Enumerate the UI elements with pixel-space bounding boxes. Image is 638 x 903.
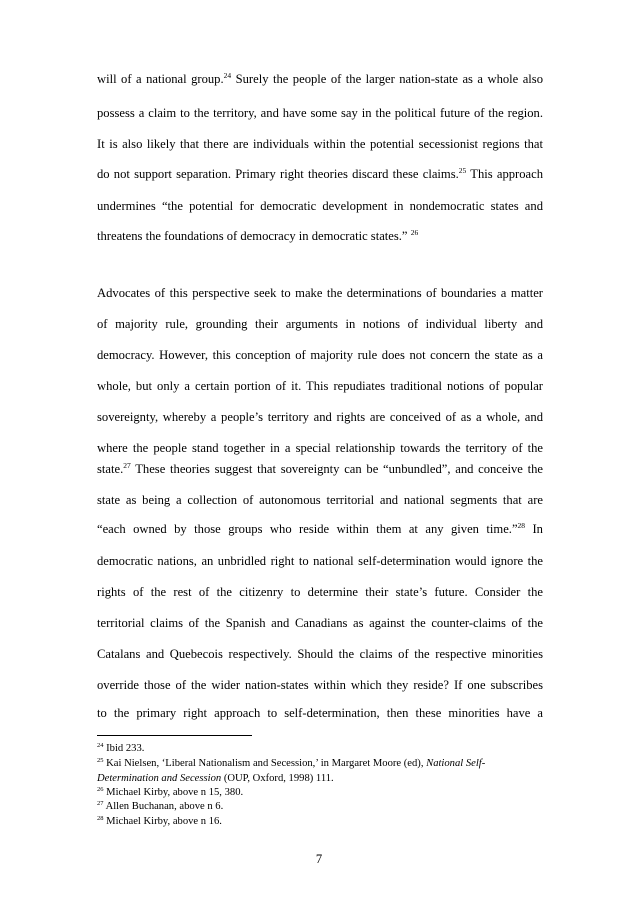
- text-line: [97, 228, 543, 244]
- text-line: [97, 461, 543, 477]
- footnote-number: 24: [97, 742, 104, 749]
- footnote-27: [97, 800, 543, 813]
- text-line: [97, 71, 543, 87]
- footnote-title: National Self-: [426, 758, 486, 769]
- text-line: [97, 521, 543, 537]
- footnote-ref: 28: [517, 521, 526, 530]
- text-run: threatens the foundations of democracy in democratic states.”: [97, 229, 411, 243]
- footnote-28: [97, 815, 543, 828]
- footnote-ref: 24: [223, 71, 232, 80]
- footnote-number: 26: [97, 786, 104, 793]
- footnote-ref: 27: [123, 461, 131, 470]
- footnote-title: Determination and Secession: [97, 773, 222, 784]
- text-line: democratic nations, an unbridled right to national self-determination would ignore the: [97, 554, 543, 568]
- text-run: “each owned by those groups who reside within them at any given time.”: [97, 522, 518, 536]
- footnote-number: 28: [97, 815, 104, 822]
- footnote-number: 27: [97, 800, 104, 807]
- footnote-ref: 26: [410, 228, 419, 237]
- footnote-text: (OUP, Oxford, 1998) 111.: [221, 773, 334, 784]
- text-run: do not support separation. Primary right theories discard these claims.: [97, 167, 459, 181]
- footnote-divider: [97, 735, 252, 736]
- text-line: where the people stand together in a special relationship towards the territory of the: [97, 441, 543, 455]
- text-line: override those of the wider nation-states within which they reside? If one subscribes: [97, 678, 543, 692]
- text-line: whole, but only a certain portion of it. This repudiates traditional notions of popular: [97, 379, 543, 393]
- text-run: In: [525, 522, 543, 536]
- text-line: undermines “the potential for democratic development in nondemocratic states and: [97, 199, 543, 213]
- text-line: territorial claims of the Spanish and Canadians as against the counter-claims of the: [97, 616, 543, 630]
- footnote-text: Kai Nielsen, ‘Liberal Nationalism and Secession,’ in Margaret Moore (ed),: [103, 758, 427, 769]
- footnote-number: 25: [97, 757, 104, 764]
- text-line: [97, 166, 543, 182]
- text-run: These theories suggest that sovereignty can be “unbundled”, and conceive the: [130, 462, 543, 476]
- text-line: possess a claim to the territory, and have some say in the political future of the region.: [97, 106, 543, 120]
- footnote-26: [97, 786, 543, 799]
- footnote-25-continued: [97, 772, 543, 785]
- footnote-text: Ibid 233.: [103, 743, 145, 754]
- footnote-text: Allen Buchanan, above n 6.: [103, 801, 224, 812]
- footnote-24: [97, 742, 543, 755]
- text-line: to the primary right approach to self-determination, then these minorities have a: [97, 706, 543, 720]
- text-run: This approach: [466, 167, 543, 181]
- footnote-ref: 25: [458, 166, 467, 175]
- footnote-text: Michael Kirby, above n 16.: [103, 816, 222, 827]
- text-run: will of a national group.: [97, 72, 224, 86]
- text-line: of majority rule, grounding their arguments in notions of individual liberty and: [97, 317, 543, 331]
- text-run: Surely the people of the larger nation-state as a whole also: [231, 72, 543, 86]
- text-run: state.: [97, 462, 124, 476]
- text-line: democracy. However, this conception of majority rule does not concern the state as a: [97, 348, 543, 362]
- footnote-25: [97, 757, 543, 770]
- text-line: sovereignty, whereby a people’s territory and rights are conceived of as a whole, and: [97, 410, 543, 424]
- footnote-text: Michael Kirby, above n 15, 380.: [103, 787, 244, 798]
- page-number: 7: [315, 852, 323, 866]
- text-line: It is also likely that there are individuals within the potential secessionist regions that: [97, 137, 543, 151]
- text-line: Catalans and Quebecois respectively. Should the claims of the respective minorities: [97, 647, 543, 661]
- text-line: Advocates of this perspective seek to make the determinations of boundaries a matter: [97, 286, 543, 300]
- text-line: state as being a collection of autonomous territorial and national segments that are: [97, 493, 543, 507]
- text-line: rights of the rest of the citizenry to determine their state’s future. Consider the: [97, 585, 543, 599]
